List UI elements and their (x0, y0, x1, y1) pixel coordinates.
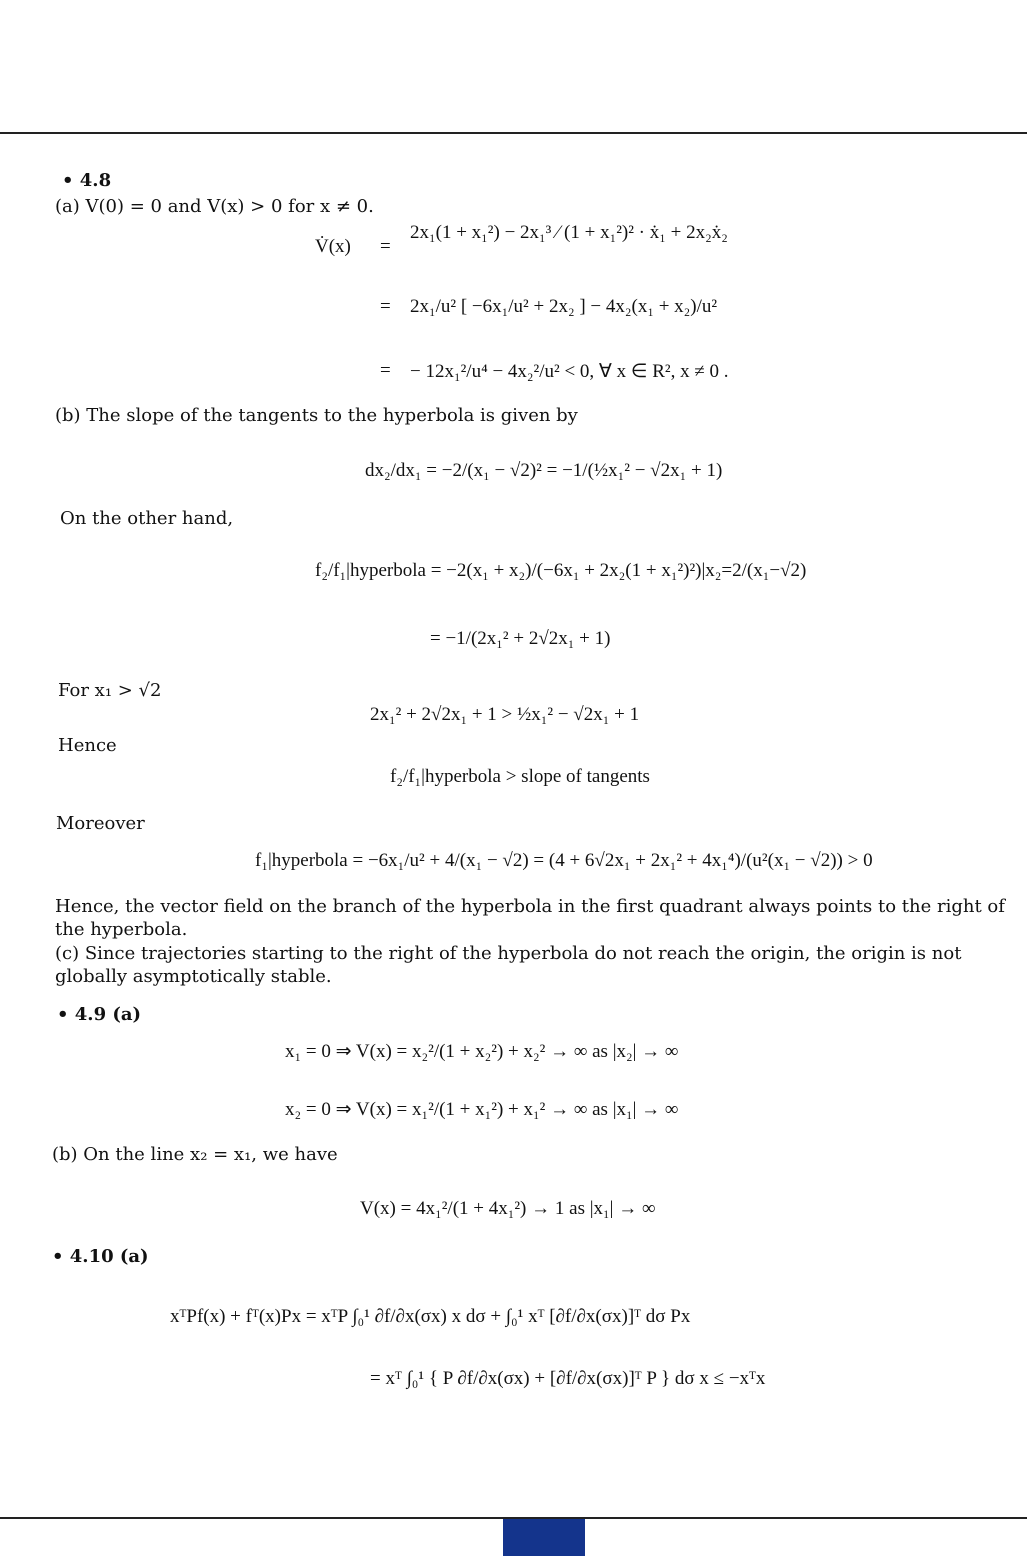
eq-sign-3: = (380, 360, 391, 381)
vdot-eq-line2: 2x₁/u² [ −6x₁/u² + 2x₂ ] − 4x₂(x₁ + x₂)/u² (410, 296, 718, 317)
hence-equation: f₂/f₁|hyperbola > slope of tangents (390, 766, 650, 787)
inequality: 2x₁² + 2√2x₁ + 1 > ½x₁² − √2x₁ + 1 (370, 704, 640, 725)
part-b-4-9-text: (b) On the line x₂ = x₁, we have (52, 1144, 338, 1165)
vdot-eq-line3: − 12x₁²/u⁴ − 4x₂²/u² < 0, ∀ x ∈ R², x ≠ 0 . (410, 361, 729, 382)
vdot-lhs: V̇(x) (315, 236, 351, 257)
f1-equation: f₁|hyperbola = −6x₁/u² + 4/(x₁ − √2) = (4 + 6√2x₁ + 2x₁² + 4x₁⁴)/(u²(x₁ − √2)) > 0 (255, 850, 873, 871)
conclusion-text: Hence, the vector field on the branch of the hyperbola in the first quadrant always points to the right of the hyperbola. (55, 896, 1005, 940)
eq-4-9-a1: x₁ = 0 ⇒ V(x) = x₂²/(1 + x₂²) + x₂² → ∞ as |x₂| → ∞ (285, 1041, 679, 1062)
section-heading-4-10: • 4.10 (a) (52, 1246, 149, 1267)
for-x1-text: For x₁ > √2 (58, 680, 162, 701)
part-a-text: (a) V(0) = 0 and V(x) > 0 for x ≠ 0. (55, 196, 374, 217)
hence-text: Hence (58, 735, 117, 756)
eq-sign-1: = (380, 236, 391, 257)
vdot-eq-line1: 2x₁(1 + x₁²) − 2x₁³ ⁄ (1 + x₁²)² · ẋ₁ + 2x₂ẋ₂ (410, 222, 728, 243)
slope-equation: dx₂/dx₁ = −2/(x₁ − √2)² = −1/(½x₁² − √2x₁ + 1) (365, 460, 723, 481)
section-heading-4-9: • 4.9 (a) (57, 1004, 142, 1025)
part-c-text: (c) Since trajectories starting to the right of the hyperbola do not reach the origin, the origin is not globally asymptotically stable. (55, 943, 962, 987)
part-b-text: (b) The slope of the tangents to the hyperbola is given by (55, 405, 578, 426)
top-rule (0, 132, 1027, 134)
eq-4-10-line2: = xᵀ ∫₀¹ { P ∂f/∂x(σx) + [∂f/∂x(σx)]ᵀ P } dσ x ≤ −xᵀx (370, 1368, 766, 1389)
eq-4-9-b: V(x) = 4x₁²/(1 + 4x₁²) → 1 as |x₁| → ∞ (360, 1198, 656, 1219)
other-hand-text: On the other hand, (60, 508, 234, 529)
ratio-equation-1: f₂/f₁|hyperbola = −2(x₁ + x₂)/(−6x₁ + 2x₂(1 + x₁²)²)|x₂=2/(x₁−√2) (315, 560, 807, 581)
moreover-text: Moreover (56, 813, 145, 834)
page-number-badge (503, 1519, 585, 1556)
ratio-equation-2: = −1/(2x₁² + 2√2x₁ + 1) (430, 628, 611, 649)
eq-sign-2: = (380, 296, 391, 317)
section-heading-4-8: • 4.8 (62, 170, 112, 191)
eq-4-9-a2: x₂ = 0 ⇒ V(x) = x₁²/(1 + x₁²) + x₁² → ∞ as |x₁| → ∞ (285, 1099, 679, 1120)
eq-4-10-line1: xᵀPf(x) + fᵀ(x)Px = xᵀP ∫₀¹ ∂f/∂x(σx) x dσ + ∫₀¹ xᵀ [∂f/∂x(σx)]ᵀ dσ Px (170, 1306, 691, 1327)
